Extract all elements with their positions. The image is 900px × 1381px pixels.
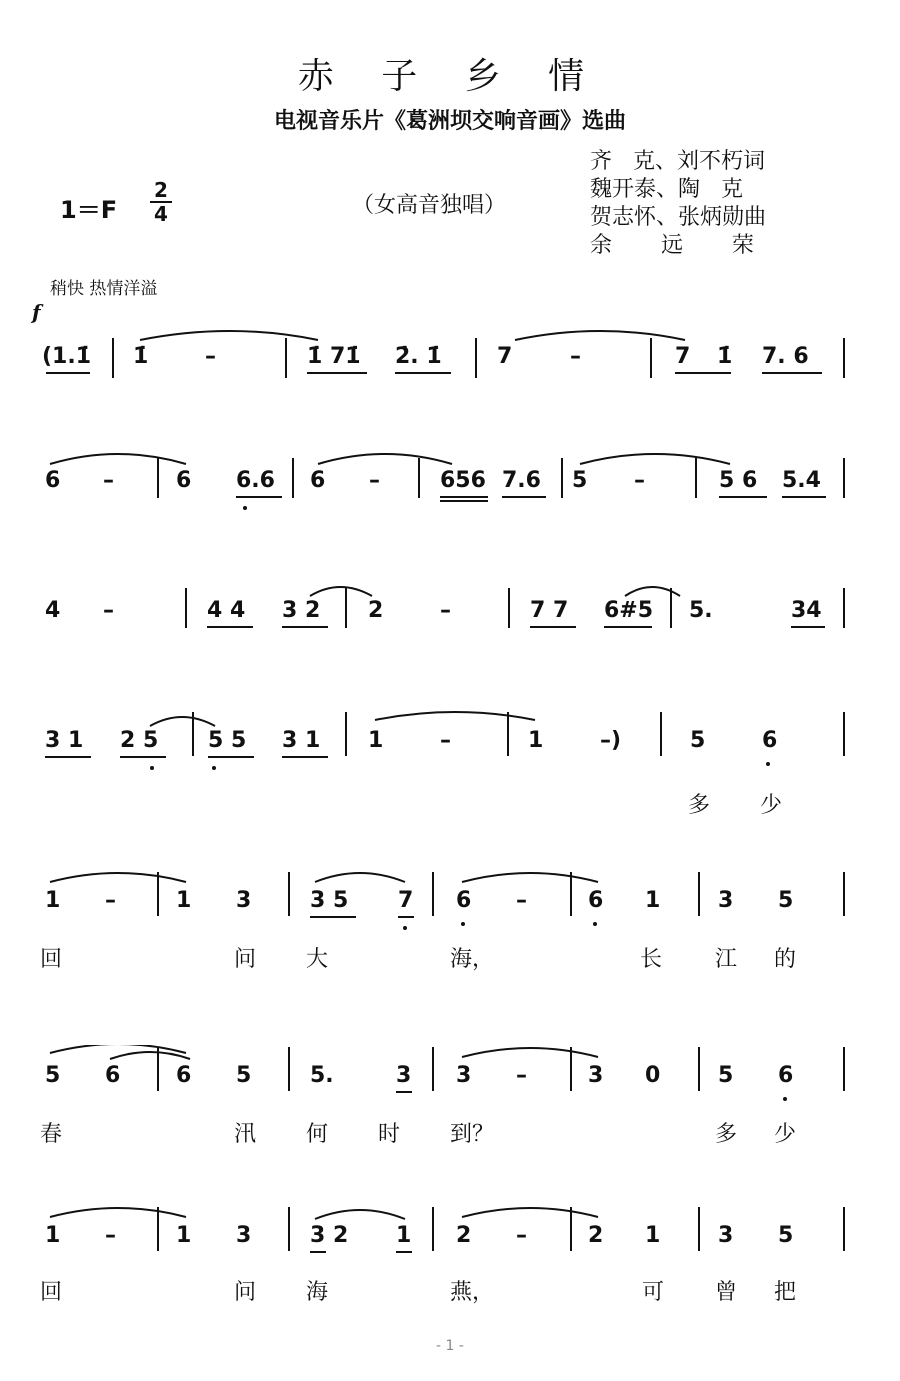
score-system	[0, 330, 900, 450]
dynamic-marking: f	[32, 300, 41, 324]
credit-line: 齐 克、刘不朽词	[590, 149, 765, 174]
note: 3 2	[310, 1223, 349, 1248]
note: 5	[572, 468, 588, 493]
note: 2	[456, 1223, 472, 1248]
tie-marks	[0, 450, 900, 570]
note: 2 5	[120, 728, 159, 753]
lyric: 到？	[450, 1122, 495, 1147]
note: 6	[45, 468, 61, 493]
note: 1̇ 71̇	[307, 344, 361, 369]
note: 7	[497, 344, 513, 369]
page-number: - 1 -	[436, 1338, 464, 1354]
lyric: 少	[774, 1122, 797, 1147]
lyric: 把	[774, 1280, 797, 1305]
lyric: 曾	[715, 1280, 738, 1305]
lyric: 可	[642, 1280, 665, 1305]
note: 5 6	[719, 468, 758, 493]
note: 5	[718, 1063, 734, 1088]
note: 3	[236, 888, 252, 913]
song-title: 赤 子 乡 情	[297, 56, 603, 97]
score-system	[0, 710, 900, 830]
note: –	[369, 468, 380, 493]
note: 1	[368, 728, 384, 753]
note: 2	[368, 598, 384, 623]
lyric: 燕，	[450, 1280, 495, 1305]
lyric: 春	[40, 1122, 63, 1147]
note: 7	[675, 344, 691, 369]
note: 5.	[310, 1063, 334, 1088]
voice-type: （女高音独唱）	[352, 193, 507, 218]
note: 5.	[689, 598, 713, 623]
note: 7	[398, 888, 414, 913]
note: 7. 6	[762, 344, 809, 369]
tie-marks	[0, 580, 900, 700]
note: 3 1	[45, 728, 84, 753]
tie-marks	[0, 330, 900, 450]
note: 1	[45, 1223, 61, 1248]
note: 4 4	[207, 598, 246, 623]
note: 7 7	[530, 598, 569, 623]
score-system	[0, 450, 900, 570]
note: 3 2	[282, 598, 321, 623]
note: 6	[778, 1063, 794, 1088]
note: –	[105, 888, 116, 913]
note: 34	[791, 598, 822, 623]
note: 3	[396, 1063, 412, 1088]
note: –	[105, 1223, 116, 1248]
note: 6#5	[604, 598, 654, 623]
note: 4	[45, 598, 61, 623]
lyric: 江	[715, 947, 738, 972]
note: –	[570, 344, 581, 369]
note: 5	[45, 1063, 61, 1088]
note: 3 5	[310, 888, 349, 913]
note: 5.4	[782, 468, 821, 493]
note: 1	[396, 1223, 412, 1248]
time-signature-bottom: 4	[154, 202, 168, 226]
note: 2	[588, 1223, 604, 1248]
note: 3	[718, 1223, 734, 1248]
note: 7.6	[502, 468, 541, 493]
score-system	[0, 1045, 900, 1165]
lyric: 大	[306, 947, 329, 972]
time-signature-top: 2	[154, 178, 168, 202]
note: 5	[778, 888, 794, 913]
note: 3	[236, 1223, 252, 1248]
tie-marks	[0, 710, 900, 830]
note: (1.1̇	[42, 344, 92, 369]
note: –	[516, 888, 527, 913]
lyric: 多	[715, 1122, 738, 1147]
note: –	[103, 598, 114, 623]
note: 1	[45, 888, 61, 913]
note: –	[516, 1063, 527, 1088]
lyric: 问	[234, 1280, 257, 1305]
lyric: 回	[40, 1280, 63, 1305]
lyric: 问	[234, 947, 257, 972]
lyric: 长	[640, 947, 663, 972]
lyric: 回	[40, 947, 63, 972]
note: 5	[236, 1063, 252, 1088]
credit-line: 余 远 荣	[590, 233, 754, 258]
lyric: 海	[306, 1280, 329, 1305]
lyric: 的	[774, 947, 797, 972]
note: 1̇	[717, 344, 733, 369]
note: 6	[176, 1063, 192, 1088]
tie-marks	[0, 1205, 900, 1325]
note: 5	[778, 1223, 794, 1248]
score-system	[0, 870, 900, 990]
note: 6	[105, 1063, 121, 1088]
tie-marks	[0, 870, 900, 990]
note: 6	[176, 468, 192, 493]
note: –	[205, 344, 216, 369]
note: 6	[310, 468, 326, 493]
note: –	[516, 1223, 527, 1248]
key-signature: 1＝F	[60, 196, 118, 224]
note: –	[440, 728, 451, 753]
time-signature	[150, 180, 172, 224]
lyric: 多	[688, 793, 711, 818]
note: 5 5	[208, 728, 247, 753]
note: 1	[176, 1223, 192, 1248]
note: 1	[645, 1223, 661, 1248]
note: –	[634, 468, 645, 493]
lyric: 何	[306, 1122, 329, 1147]
tempo-marking: 稍快 热情洋溢	[50, 279, 158, 299]
note: –	[103, 468, 114, 493]
lyric: 时	[378, 1122, 401, 1147]
credit-line: 贺志怀、张炳勋曲	[590, 205, 767, 230]
note: 2̇. 1̇	[395, 344, 442, 369]
note: 3	[588, 1063, 604, 1088]
note: 6	[588, 888, 604, 913]
score-system	[0, 1205, 900, 1325]
note: 3 1	[282, 728, 321, 753]
lyric: 少	[760, 793, 783, 818]
note: 1	[645, 888, 661, 913]
lyric: 海，	[450, 947, 495, 972]
note: 1̇	[133, 344, 149, 369]
lyric: 汛	[234, 1122, 257, 1147]
note: 1	[176, 888, 192, 913]
note: 6.6	[236, 468, 275, 493]
note: 6	[456, 888, 472, 913]
credits	[590, 148, 766, 260]
note: 1	[528, 728, 544, 753]
song-subtitle: 电视音乐片《葛洲坝交响音画》选曲	[273, 109, 626, 134]
note: –)	[600, 728, 622, 753]
note: 3	[718, 888, 734, 913]
note: –	[440, 598, 451, 623]
note: 3	[456, 1063, 472, 1088]
tie-marks	[0, 1045, 900, 1165]
score-system	[0, 580, 900, 700]
note: 656	[440, 468, 486, 493]
note: 0	[645, 1063, 661, 1088]
note: 6	[762, 728, 778, 753]
note: 5	[690, 728, 706, 753]
credit-line: 魏开泰、陶 克	[590, 177, 743, 202]
